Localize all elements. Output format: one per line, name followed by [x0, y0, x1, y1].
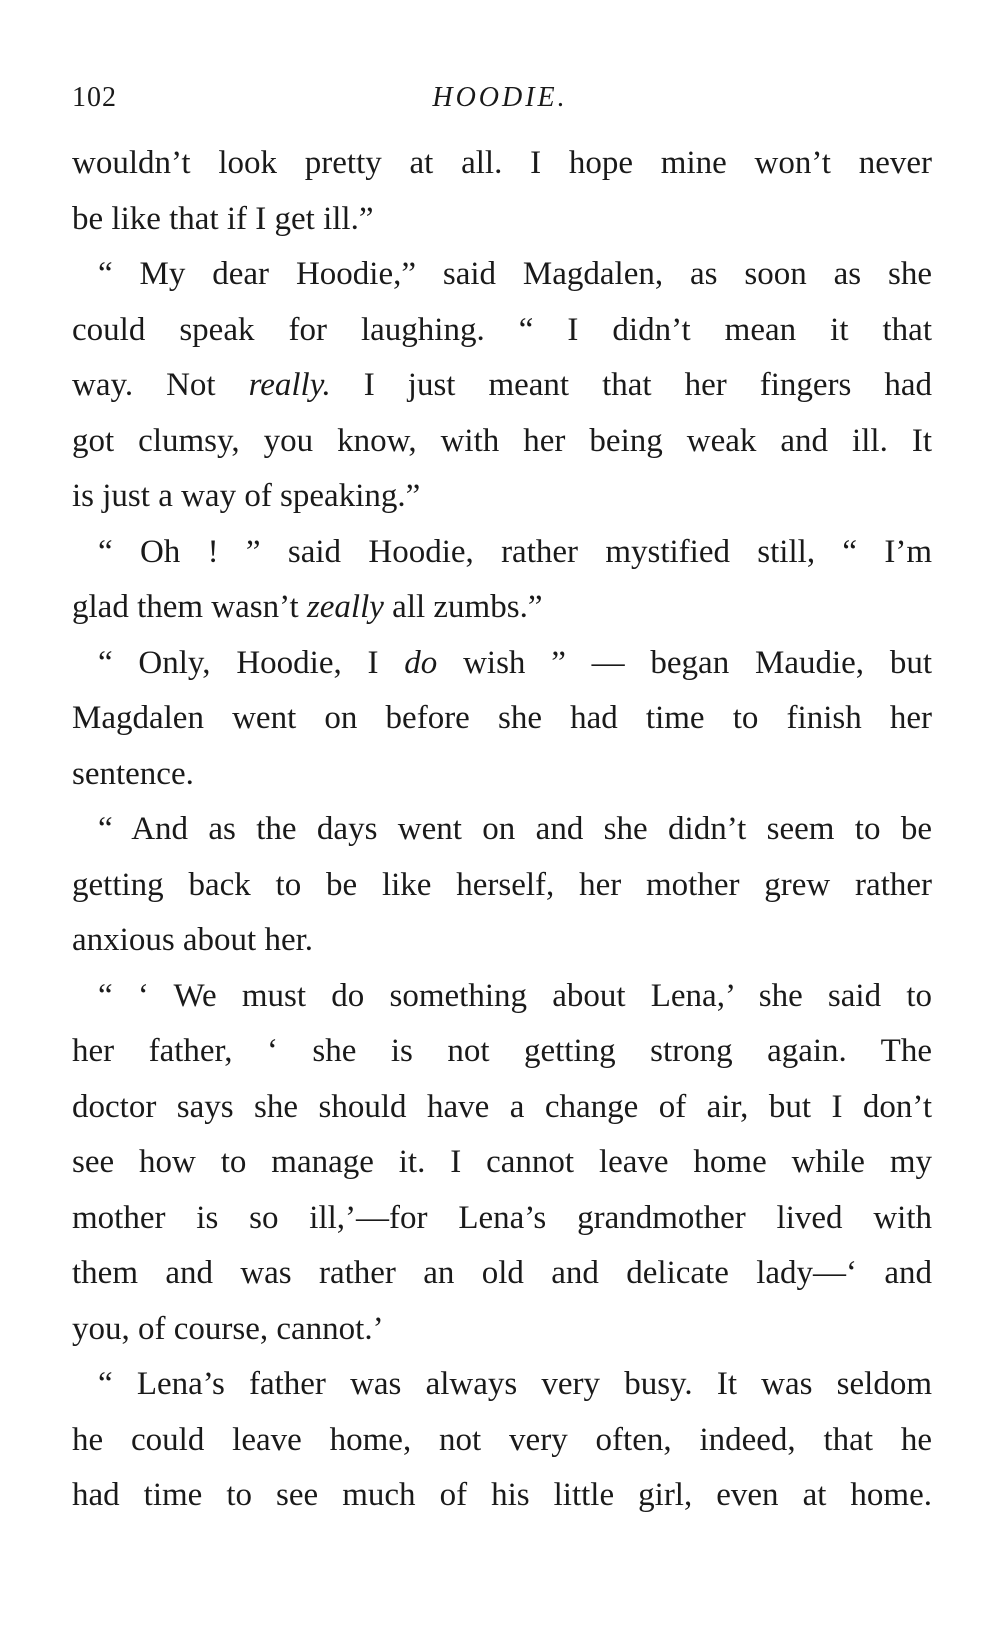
text-line: “ My dear Hoodie,” said Magdalen, as soon as she — [98, 256, 932, 292]
body-text — [72, 136, 932, 1524]
text-line: Magdalen went on before she had time to finish her — [72, 700, 932, 736]
text-line: he could leave home, not very often, indeed, that he — [72, 1421, 932, 1458]
text-line: anxious about her. — [72, 922, 314, 958]
text-segment: way. Not — [72, 367, 249, 403]
text-line: is just a way of speaking.” — [72, 478, 421, 514]
text-segment: “ Only, Hoodie, I — [98, 644, 405, 681]
text-line: wouldn’t look pretty at all. I hope mine won’t never — [72, 145, 932, 181]
text-line: could speak for laughing. “ I didn’t mean it that — [72, 311, 932, 348]
text-line: see how to manage it. I cannot leave home while my — [72, 1144, 932, 1180]
text-line: “ Oh ! ” said Hoodie, rather mystified still, “ I’m — [98, 533, 932, 570]
page-header — [72, 82, 928, 122]
text-line: getting back to be like herself, her mother grew rather — [72, 866, 932, 903]
text-line: mother is so ill,’—for Lena’s grandmother lived with — [72, 1199, 932, 1236]
text-line — [72, 358, 932, 414]
text-line — [72, 580, 932, 636]
emphasis-text: do — [404, 644, 438, 681]
emphasis-text: really. — [248, 367, 331, 403]
text-line: got clumsy, you know, with her being weak and ill. It — [72, 422, 932, 459]
text-line: be like that if I get ill.” — [72, 200, 374, 237]
text-segment: all zumbs.” — [383, 589, 543, 625]
text-line: “ Lena’s father was always very busy. It was seldom — [98, 1366, 932, 1402]
text-segment: wish ” — began Maudie, but — [437, 644, 932, 681]
running-title: HOODIE. — [432, 82, 568, 113]
text-segment: glad them wasn’t — [72, 589, 307, 625]
text-line — [72, 636, 932, 692]
text-line: doctor says she should have a change of air, but I don’t — [72, 1088, 932, 1125]
text-line: sentence. — [72, 755, 194, 792]
page-number: 102 — [72, 82, 117, 113]
text-line: “ ‘ We must do something about Lena,’ she said to — [98, 977, 932, 1014]
emphasis-text: zeally — [306, 589, 384, 625]
text-line: you, of course, cannot.’ — [72, 1310, 384, 1347]
text-segment: I just meant that her fingers had — [330, 367, 932, 403]
text-line: them and was rather an old and delicate lady—‘ and — [72, 1255, 932, 1291]
text-line: her father, ‘ she is not getting strong again. The — [72, 1033, 932, 1069]
text-line: “ And as the days went on and she didn’t seem to be — [98, 811, 932, 847]
text-line: had time to see much of his little girl, even at home. — [72, 1477, 932, 1513]
